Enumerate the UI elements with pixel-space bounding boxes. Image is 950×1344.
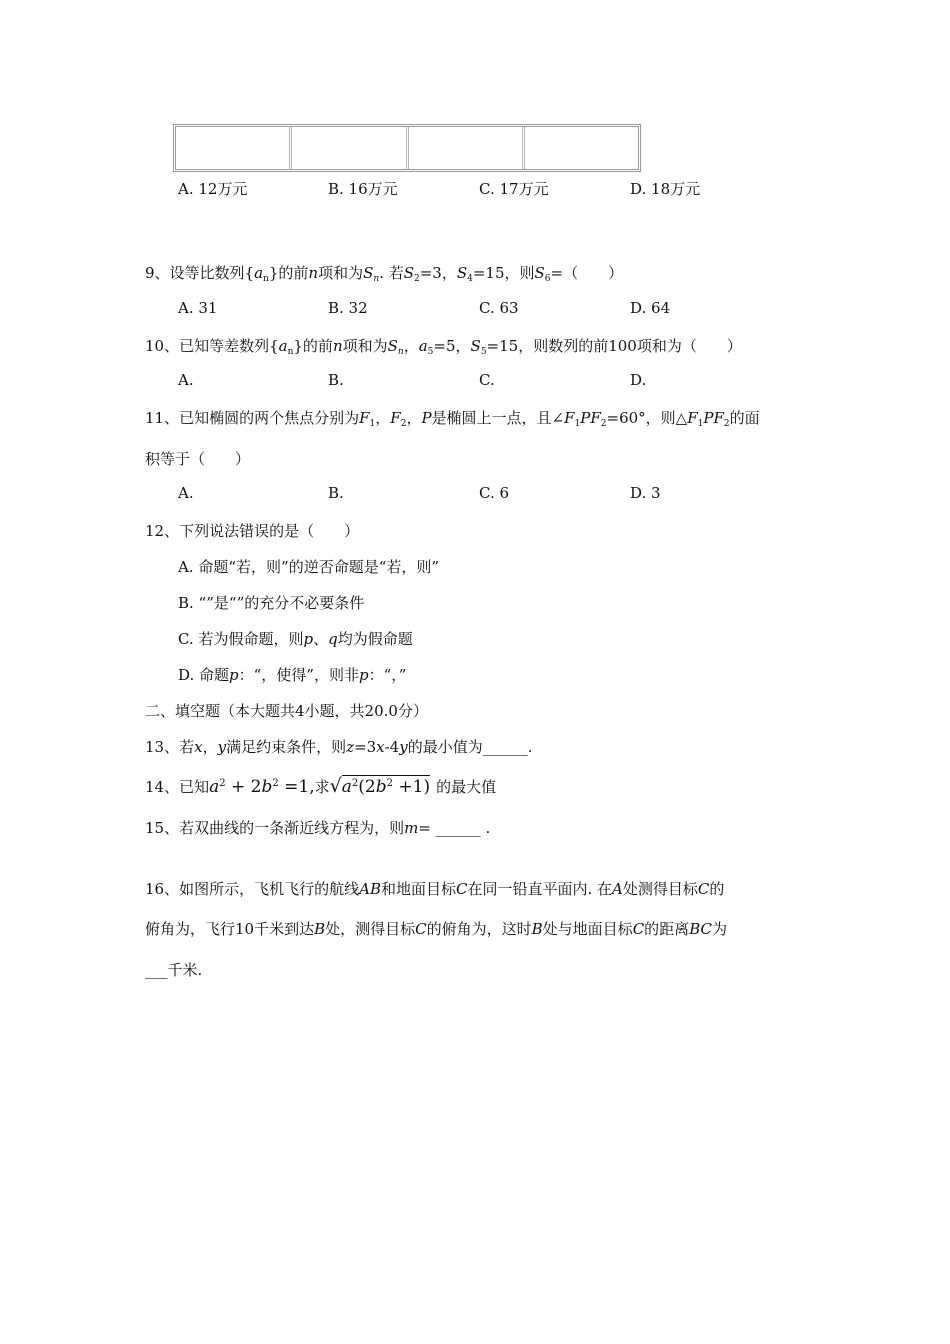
q10-option-c: C. xyxy=(479,371,495,389)
question-14: 14、已知$a^2 + 2b^2 =1$,求$√a^2(2b^2 +1)$ 的最大值 xyxy=(145,775,497,797)
table-cell xyxy=(525,127,638,169)
question-10: 10、已知等差数列$\{a_n\}$的前n项和为$S_n$，$a_5=5$，$S_5=15$，则数列的前100项和为（ ） xyxy=(145,337,742,357)
radicand: $a^2(2b^2 +1)$ xyxy=(341,777,431,797)
q11-option-a: A. xyxy=(178,484,194,502)
q8-option-d: D. 18万元 xyxy=(630,180,701,198)
question-11: 11、已知椭圆的两个焦点分别为$F_1$，$F_2$，P是椭圆上一点，且$\angle F_1PF_2=60^\circ$，则$\triangle F_1PF_2$的面 xyxy=(145,409,760,429)
q8-option-c: C. 17万元 xyxy=(479,180,549,198)
table-cell xyxy=(176,127,292,169)
question-16-line2: 俯角为，飞行10千米到达B处，测得目标C的俯角为，这时B处与地面目标C的距离BC为 xyxy=(145,920,727,938)
q11-option-d: D. 3 xyxy=(630,484,661,502)
question-11-line2: 积等于（ ） xyxy=(145,450,251,468)
q11-option-b: B. xyxy=(328,484,344,502)
q11-option-c: C. 6 xyxy=(479,484,510,502)
radical-sign: √ xyxy=(329,775,342,797)
q10-option-d: D. xyxy=(630,371,647,389)
question-13: 13、若x，y满足约束条件，则z=3x-4y的最小值为______. xyxy=(145,738,533,756)
q10-option-a: A. xyxy=(178,371,194,389)
table-cell xyxy=(409,127,525,169)
q12-option-a: A. 命题“若，则”的逆否命题是“若，则” xyxy=(178,558,440,576)
question-16-line3: ___千米. xyxy=(145,961,203,979)
q9-option-d: D. 64 xyxy=(630,299,671,317)
q10-option-b: B. xyxy=(328,371,344,389)
table-cell xyxy=(292,127,408,169)
question-15: 15、若双曲线的一条渐近线方程为，则m= ______ . xyxy=(145,819,491,837)
question-9: 9、设等比数列$\{a_n\}$的前n项和为$S_n$. 若$S_2=3$，$S_4=15$，则$S_6=$（ ） xyxy=(145,264,624,284)
question-12: 12、下列说法错误的是（ ） xyxy=(145,522,360,540)
q8-option-a: A. 12万元 xyxy=(178,180,248,198)
q9-option-a: A. 31 xyxy=(178,299,218,317)
q12-option-d: D. 命题p：“，使得”，则非p：“，” xyxy=(178,666,407,684)
q12-option-c: C. 若为假命题，则p、q均为假命题 xyxy=(178,630,413,648)
section-title: 二、填空题（本大题共4小题，共20.0分） xyxy=(145,702,428,720)
question-16: 16、如图所示，飞机飞行的航线AB和地面目标C在同一铅直平面内. 在A处测得目标C的 xyxy=(145,880,725,898)
q8-table-image xyxy=(173,124,641,172)
q9-option-b: B. 32 xyxy=(328,299,368,317)
q9-option-c: C. 63 xyxy=(479,299,519,317)
q8-option-b: B. 16万元 xyxy=(328,180,398,198)
q12-option-b: B. “”是“”的充分不必要条件 xyxy=(178,594,365,612)
